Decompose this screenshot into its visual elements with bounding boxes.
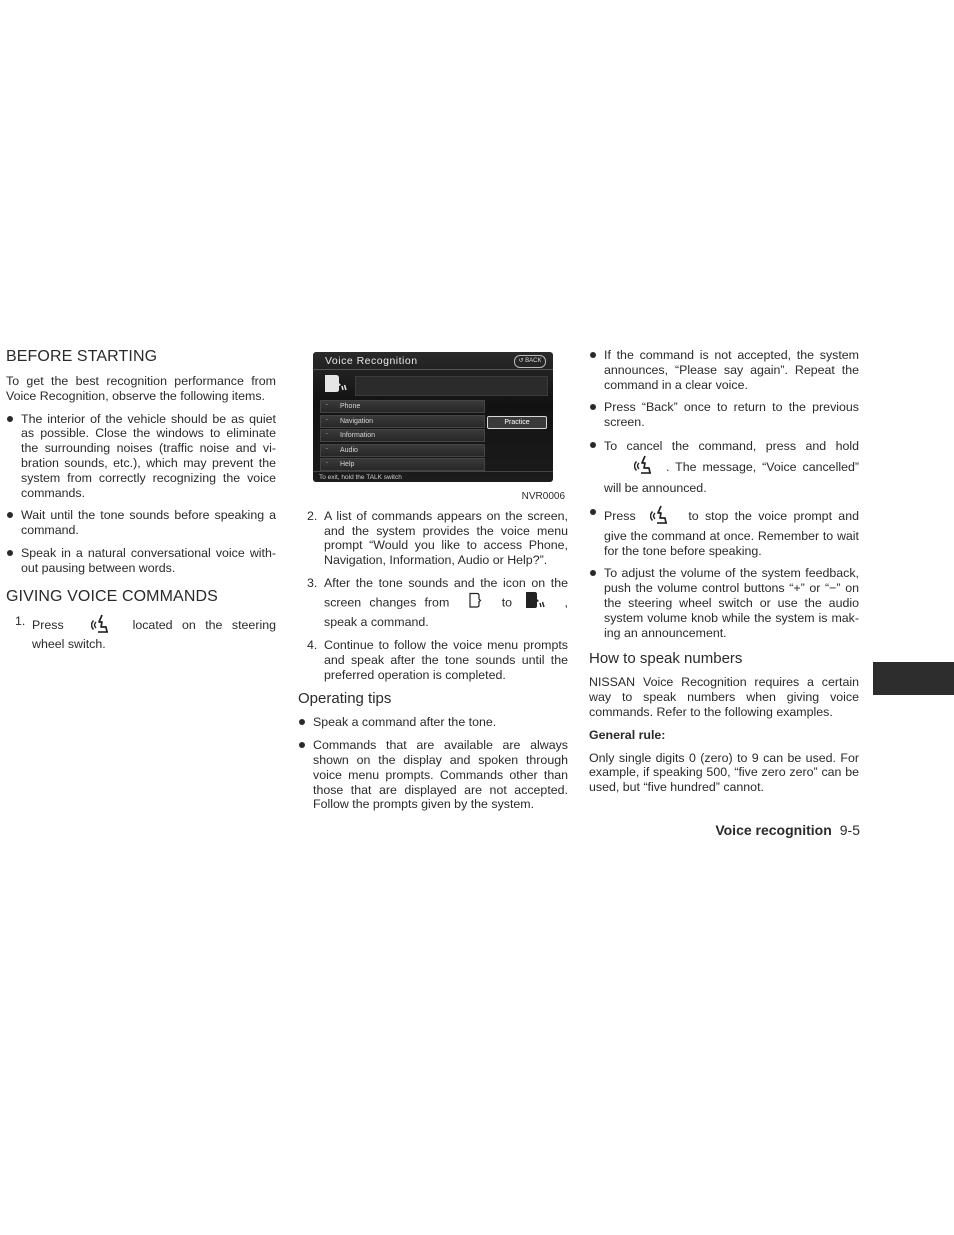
list-item-text: Press <box>604 509 636 524</box>
screen-footnote: To exit, hold the TALK switch <box>319 474 402 481</box>
heading-operating-tips: Operating tips <box>298 690 392 708</box>
step-text: , speak a command. <box>324 595 568 629</box>
before-starting-intro: To get the best recognition performance from Voice Recognition, observe the following items. <box>6 374 276 403</box>
speaking-head-icon <box>524 591 546 615</box>
step-number: 1. <box>15 613 26 628</box>
screen-divider <box>313 369 553 370</box>
screen-divider <box>313 471 553 472</box>
screen-prompt-box <box>355 376 548 396</box>
list-item-text: . The message, “Voice cancelled” will be announced. <box>604 459 859 495</box>
general-rule-text: Only single digits 0 (zero) to 9 can be used. For example, if speaking 500, “five zero zero” can be used, but “five hundred” cannot. <box>589 750 859 795</box>
footer-section-title: Voice recognition <box>715 822 832 838</box>
idle-head-icon <box>468 592 482 614</box>
list-item: Speak a command after the tone. <box>298 715 568 730</box>
voice-steps <box>298 509 568 683</box>
list-item: If the command is not accepted, the system announces, “Please say again”. Repeat the command in a clear voice. <box>589 348 859 392</box>
list-item: Commands that are available are always shown on the display and spoken through voice menu prompts. Commands other than those that are displayed are not accepted. Follow the prompts given by the system. <box>298 738 568 812</box>
list-item: Wait until the tone sounds before speaking a command. <box>6 508 276 538</box>
talk-switch-icon <box>634 455 652 480</box>
step-number: 3. <box>307 575 318 590</box>
step-item <box>6 614 276 653</box>
back-label: BACK <box>525 358 542 364</box>
general-rule-label: General rule: <box>589 727 666 742</box>
list-item: The interior of the vehicle should be as quiet as possible. Close the windows to eliminate the surrounding noises (traffic noise and vi-bration sounds, etc.), which may prevent the system from correctly recognizing the voice commands. <box>6 412 276 501</box>
step-text: Continue to follow the voice menu prompts and speak after the tone sounds until the preferred operation is completed. <box>324 637 568 682</box>
step-item <box>298 509 568 568</box>
before-starting-list <box>6 412 276 576</box>
screen-title: Voice Recognition <box>325 355 418 367</box>
step-text: to <box>501 595 513 610</box>
list-item: Speak in a natural conversational voice with-out pausing between words. <box>6 546 276 576</box>
column-left <box>6 348 276 660</box>
heading-before-starting: BEFORE STARTING <box>6 348 158 365</box>
step-text: located on the steering wheel switch. <box>32 617 276 652</box>
section-thumb-tab <box>873 662 954 695</box>
command-tips-list <box>589 348 859 640</box>
screen-menu-item: ᐧᐧ Navigation <box>320 415 485 428</box>
step-number: 4. <box>307 637 318 652</box>
giving-commands-steps <box>6 614 276 653</box>
heading-how-to-speak-numbers: How to speak numbers <box>589 650 743 668</box>
list-item-text: To cancel the command, press and hold <box>604 438 859 453</box>
step-text: After the tone sounds and the icon on the screen changes from <box>324 575 568 610</box>
screen-menu-item: ᐧᐧ Phone <box>320 400 485 413</box>
step-item <box>298 576 568 630</box>
operating-tips-list <box>298 715 568 812</box>
speaking-head-icon <box>322 373 348 399</box>
list-item: Press “Back” once to return to the previous screen. <box>589 400 859 430</box>
talk-switch-icon <box>650 505 668 529</box>
list-item <box>589 505 859 558</box>
list-item: To adjust the volume of the system feedback, push the volume control buttons “+” or “−” on the steering wheel switch or use the audio system volume knob while the system is mak-ing an announcement. <box>589 566 859 640</box>
page-number: 9-5 <box>839 822 860 838</box>
screen-menu-item: ᐧᐧ Information <box>320 429 485 442</box>
talk-switch-icon <box>91 614 109 638</box>
column-middle <box>298 352 568 820</box>
voice-recognition-screen-figure <box>313 352 553 482</box>
column-right <box>589 348 859 803</box>
screen-back-button: ↺ BACK <box>514 355 546 368</box>
figure-code: NVR0006 <box>521 491 565 502</box>
list-item-text: to stop the voice prompt and give the command at once. Remember to wait for the tone before speaking. <box>604 509 859 558</box>
step-text: Press <box>32 617 64 632</box>
screen-practice-button: Practice <box>487 416 547 429</box>
screen-menu-item: ᐧᐧ Audio <box>320 444 485 457</box>
step-text: A list of commands appears on the screen, and the system provides the voice menu prompt “Would you like to access Phone, Navigation, Information, Audio or Help?”. <box>324 508 568 568</box>
screen-menu <box>320 400 485 473</box>
step-number: 2. <box>307 508 318 523</box>
screen-menu-item: ᐧᐧ Help <box>320 458 485 471</box>
list-item <box>589 438 859 497</box>
page-footer <box>650 822 860 838</box>
numbers-intro: NISSAN Voice Recognition requires a certain way to speak numbers when giving voice commands. Refer to the following examples. <box>589 675 859 719</box>
heading-giving-voice-commands: GIVING VOICE COMMANDS <box>6 587 218 605</box>
step-item <box>298 638 568 682</box>
